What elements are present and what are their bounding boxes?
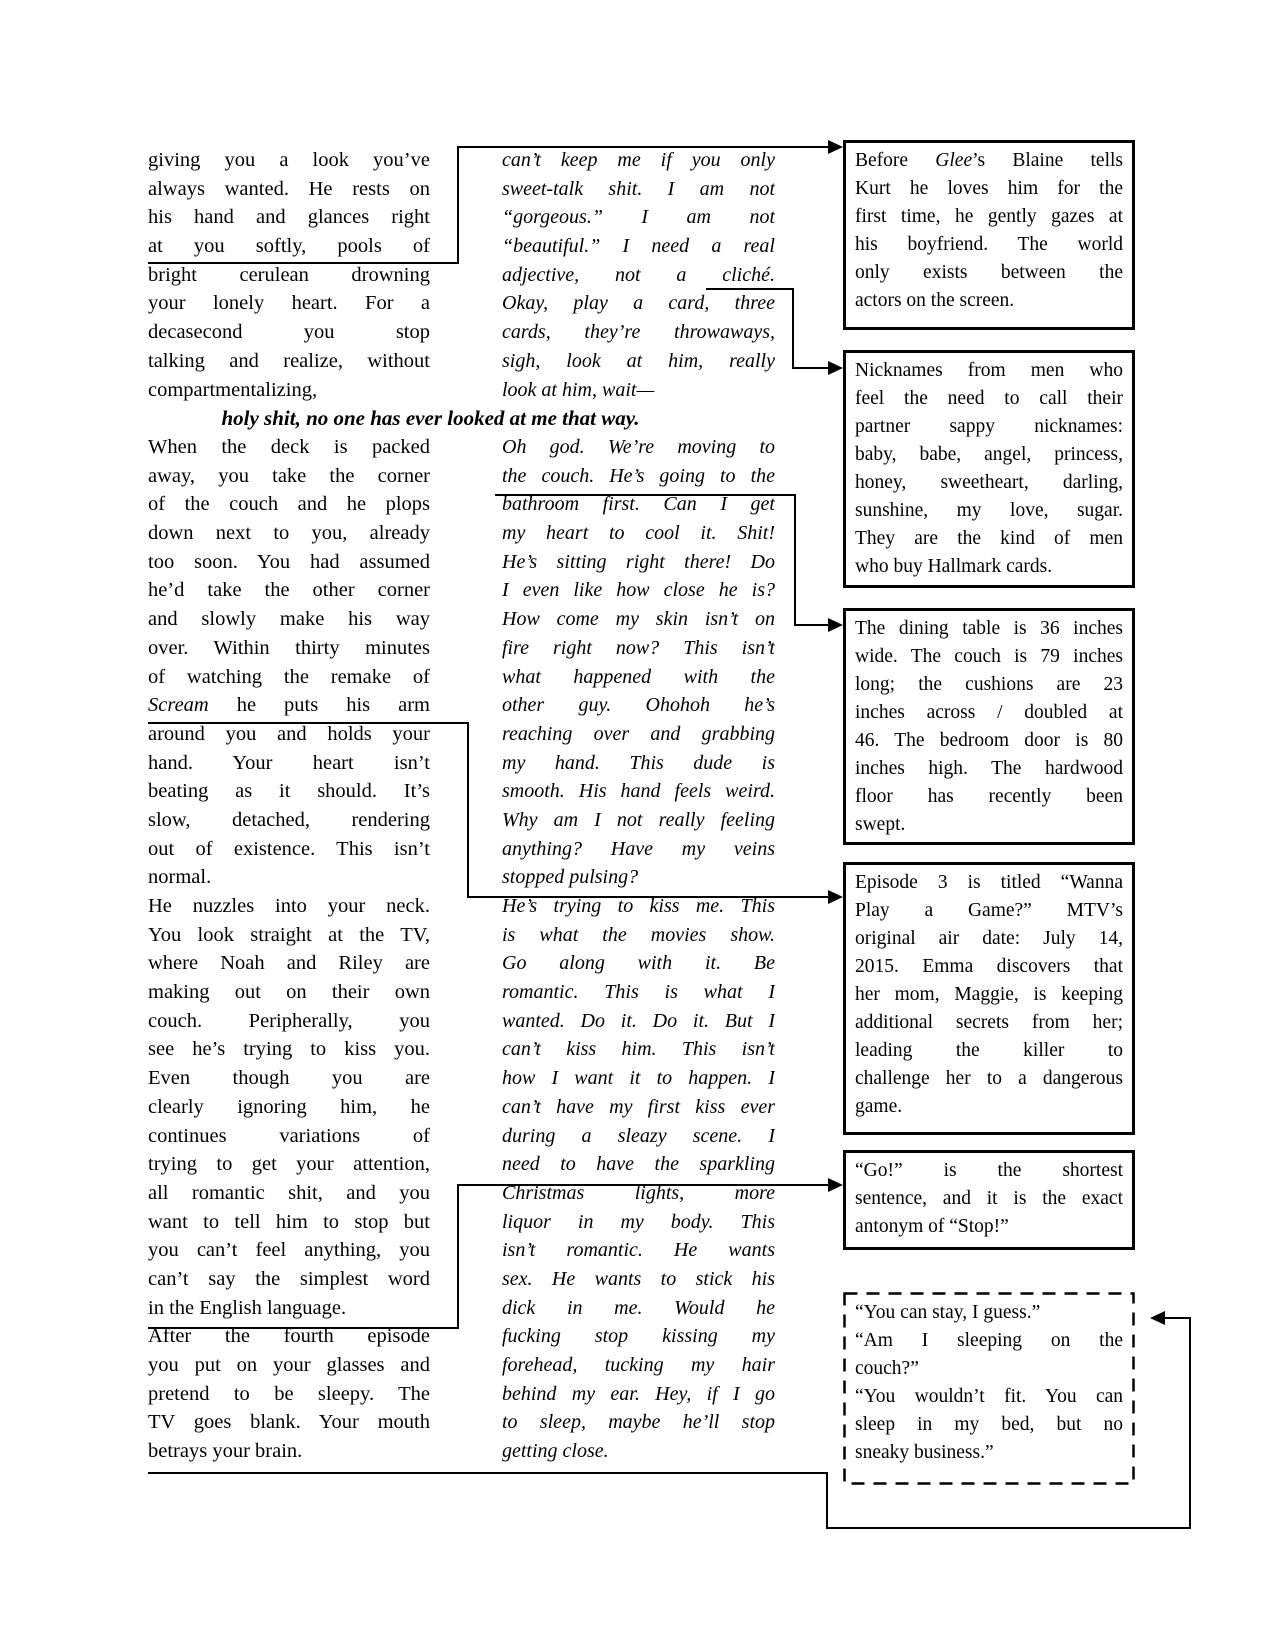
text-line: beating as it should. It’s	[148, 780, 430, 803]
text-line: smooth. His hand feels weird.	[502, 780, 775, 803]
text-line: romantic. This is what I	[502, 981, 775, 1004]
text-line: sunshine, my love, sugar.	[855, 500, 1123, 521]
text-line: of watching the remake of	[148, 665, 430, 688]
text-line: sigh, look at him, really	[502, 349, 775, 372]
text-line: After the fourth episode	[148, 1325, 430, 1348]
text-line: to sleep, maybe he’ll stop	[502, 1411, 775, 1434]
text-line: all romantic shit, and you	[148, 1181, 430, 1204]
text-line: sentence, and it is the exact	[855, 1188, 1123, 1209]
text-line: slow, detached, rendering	[148, 808, 430, 831]
annotation-box-dialogue	[843, 1292, 1135, 1485]
text-line: TV goes blank. Your mouth	[148, 1411, 430, 1434]
text-line: reaching over and grabbing	[502, 722, 775, 745]
text-line: first time, he gently gazes at	[855, 206, 1123, 227]
text-line: antonym of “Stop!”	[855, 1216, 1009, 1237]
text-line: bright cerulean drowning	[148, 263, 430, 286]
text-line: too soon. You had assumed	[148, 550, 430, 573]
text-line: her mom, Maggie, is keeping	[855, 984, 1123, 1005]
text-line: stopped pulsing?	[502, 866, 639, 889]
text-line: compartmentalizing,	[148, 378, 318, 401]
text-line: down next to you, already	[148, 522, 430, 545]
text-line: can’t say the simplest word	[148, 1267, 430, 1290]
text-line: sleep in my bed, but no	[855, 1414, 1123, 1435]
text-line: at you softly, pools of	[148, 235, 430, 258]
text-line: couch. Peripherally, you	[148, 1009, 430, 1032]
text-line: clearly ignoring him, he	[148, 1095, 430, 1118]
left-column-block-2	[148, 433, 430, 1466]
text-line: is what the movies show.	[502, 923, 775, 946]
text-line: my heart to cool it. Shit!	[502, 522, 775, 545]
text-line: feel the need to call their	[855, 388, 1123, 409]
text-line: see he’s trying to kiss you.	[148, 1038, 430, 1061]
text-line: his boyfriend. The world	[855, 234, 1123, 255]
text-line: getting close.	[502, 1440, 609, 1463]
text-line: “Go!” is the shortest	[855, 1160, 1123, 1181]
text-line: swept.	[855, 814, 906, 835]
text-line: sex. He wants to stick his	[502, 1267, 775, 1290]
text-line: Nicknames from men who	[855, 360, 1123, 381]
left-column-block-1	[148, 146, 430, 404]
text-line: in the English language.	[148, 1296, 347, 1319]
text-line: can’t keep me if you only	[502, 149, 775, 171]
text-line: of the couch and he plops	[148, 493, 430, 516]
arrow-head-episode	[828, 890, 843, 904]
text-line: leading the killer to	[855, 1040, 1123, 1061]
text-line: look at him, wait—	[502, 378, 655, 401]
text-line: He’s trying to kiss me. This	[502, 895, 775, 917]
text-line: Why am I not really feeling	[502, 808, 775, 831]
text-line: You look straight at the TV,	[148, 923, 430, 946]
text-line: fucking stop kissing my	[502, 1325, 775, 1348]
text-line: honey, sweetheart, darling,	[855, 472, 1123, 493]
text-line: inches across / doubled at	[855, 702, 1123, 723]
text-line: dick in me. Would he	[502, 1296, 775, 1319]
text-line: who buy Hallmark cards.	[855, 556, 1053, 577]
text-line: making out on their own	[148, 981, 430, 1004]
text-line: need to have the sparkling	[502, 1153, 775, 1176]
text-line: Even though you are	[148, 1067, 430, 1090]
text-line: can’t kiss him. This isn’t	[502, 1038, 775, 1061]
text-line: his hand and glances right	[148, 206, 430, 229]
text-line: where Noah and Riley are	[148, 952, 430, 975]
text-line: Scream he puts his arm	[148, 694, 430, 717]
text-line: challenge her to a dangerous	[855, 1068, 1123, 1089]
text-line: talking and realize, without	[148, 349, 430, 372]
text-line: Christmas lights, more	[502, 1181, 775, 1204]
text-line: around you and holds your	[148, 722, 430, 745]
text-line: “You wouldn’t fit. You can	[855, 1386, 1123, 1407]
text-line: 46. The bedroom door is 80	[855, 730, 1123, 751]
text-line: cards, they’re throwaways,	[502, 321, 775, 344]
text-line: giving you a look you’ve	[148, 149, 430, 171]
text-line: anything? Have my veins	[502, 837, 775, 860]
annotation-box-dimensions	[843, 608, 1135, 845]
text-line: continues variations of	[148, 1124, 430, 1147]
text-line: Before Glee’s Blaine tells	[855, 150, 1123, 171]
text-line: He nuzzles into your neck.	[148, 895, 430, 917]
text-line: floor has recently been	[855, 786, 1123, 807]
text-line: Okay, play a card, three	[502, 292, 775, 315]
text-line: 2015. Emma discovers that	[855, 956, 1123, 977]
text-line: When the deck is packed	[148, 436, 430, 458]
text-line: inches high. The hardwood	[855, 758, 1123, 779]
text-line: “gorgeous.” I am not	[502, 206, 775, 229]
arrow-head-dimensions	[828, 618, 843, 632]
text-line: can’t have my first kiss ever	[502, 1095, 775, 1118]
text-line: The dining table is 36 inches	[855, 618, 1123, 639]
text-line: isn’t romantic. He wants	[502, 1239, 775, 1262]
arrow-head-nicknames	[828, 361, 843, 375]
text-line: what happened with the	[502, 665, 775, 688]
text-line: other guy. Ohohoh he’s	[502, 694, 775, 717]
text-line: original air date: July 14,	[855, 928, 1123, 949]
text-line: the couch. He’s going to the	[502, 464, 775, 487]
bold-interjection-line: holy shit, no one has ever looked at me that way.	[221, 406, 640, 430]
annotation-box-glee	[843, 140, 1135, 330]
text-line: couch?”	[855, 1358, 919, 1379]
annotation-box-episode	[843, 862, 1135, 1135]
text-line: hand. Your heart isn’t	[148, 751, 430, 774]
text-line: he’d take the other corner	[148, 579, 430, 602]
middle-column-block-2	[502, 433, 775, 1466]
text-line: I even like how close he is?	[502, 579, 775, 602]
text-line: wide. The couch is 79 inches	[855, 646, 1123, 667]
text-line: actors on the screen.	[855, 290, 1015, 311]
text-line: sweet-talk shit. I am not	[502, 177, 775, 200]
text-line: Go along with it. Be	[502, 952, 775, 975]
text-line: “You can stay, I guess.”	[855, 1302, 1041, 1323]
arrow-head-dialogue	[1150, 1311, 1165, 1325]
text-line: only exists between the	[855, 262, 1123, 283]
text-line: you can’t feel anything, you	[148, 1239, 430, 1262]
text-line: He’s sitting right there! Do	[502, 550, 775, 573]
text-line: partner sappy nicknames:	[855, 416, 1123, 437]
text-line: betrays your brain.	[148, 1440, 303, 1463]
text-line: fire right now? This isn’t	[502, 636, 775, 659]
annotation-box-nicknames	[843, 350, 1135, 588]
text-line: sneaky business.”	[855, 1442, 994, 1463]
text-line: decasecond you stop	[148, 321, 430, 344]
text-line: Oh god. We’re moving to	[502, 436, 775, 458]
text-line: want to tell him to stop but	[148, 1210, 430, 1233]
annotation-box-go	[843, 1150, 1135, 1250]
text-line: how I want it to happen. I	[502, 1067, 775, 1090]
text-line: liquor in my body. This	[502, 1210, 775, 1233]
text-line: pretend to be sleepy. The	[148, 1382, 430, 1405]
text-line: They are the kind of men	[855, 528, 1123, 549]
text-line: normal.	[148, 866, 212, 889]
text-line: Kurt he loves him for the	[855, 178, 1123, 199]
text-line: additional secrets from her;	[855, 1012, 1123, 1033]
text-line: you put on your glasses and	[148, 1354, 430, 1376]
text-line: adjective, not a cliché.	[502, 263, 775, 286]
text-line: out of existence. This isn’t	[148, 837, 430, 860]
text-line: your lonely heart. For a	[148, 292, 430, 315]
text-line: and slowly make his way	[148, 608, 430, 631]
text-line: behind my ear. Hey, if I go	[502, 1382, 775, 1405]
text-line: “beautiful.” I need a real	[502, 235, 775, 258]
text-line: bathroom first. Can I get	[502, 493, 775, 516]
middle-column-block-1	[502, 146, 775, 404]
text-line: “Am I sleeping on the	[855, 1330, 1123, 1351]
text-line: Episode 3 is titled “Wanna	[855, 872, 1123, 893]
text-line: during a sleazy scene. I	[502, 1124, 775, 1147]
text-line: trying to get your attention,	[148, 1153, 430, 1176]
arrow-head-glee	[828, 140, 843, 154]
text-line: wanted. Do it. Do it. But I	[502, 1009, 775, 1032]
text-line: game.	[855, 1096, 903, 1117]
text-line: away, you take the corner	[148, 464, 430, 487]
text-line: always wanted. He rests on	[148, 177, 430, 200]
text-line: over. Within thirty minutes	[148, 636, 430, 659]
text-line: my hand. This dude is	[502, 751, 775, 774]
text-line: long; the cushions are 23	[855, 674, 1123, 695]
text-line: How come my skin isn’t on	[502, 608, 775, 631]
arrow-head-go	[828, 1178, 843, 1192]
text-line: Play a Game?” MTV’s	[855, 900, 1123, 921]
text-line: forehead, tucking my hair	[502, 1354, 775, 1376]
text-line: baby, babe, angel, princess,	[855, 444, 1123, 465]
